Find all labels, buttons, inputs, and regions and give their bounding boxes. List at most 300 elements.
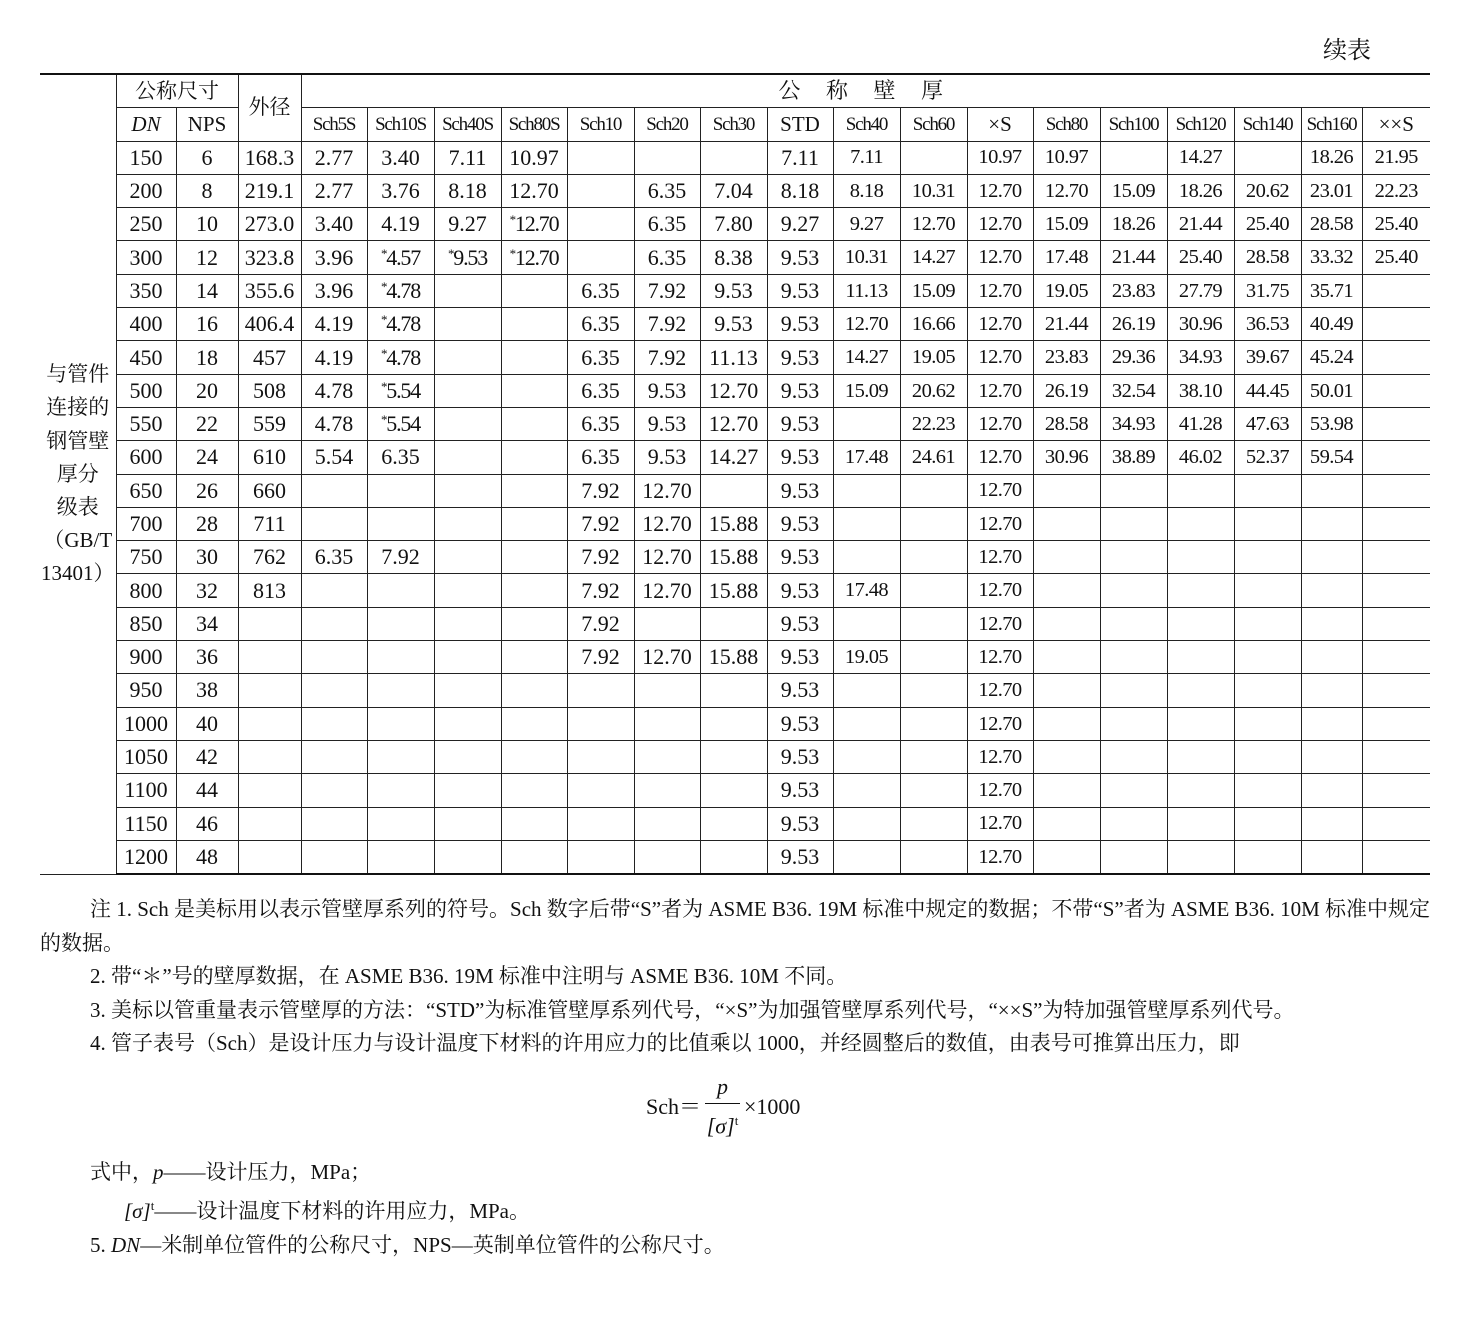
wall-thickness-cell bbox=[501, 274, 567, 307]
wall-thickness-cell bbox=[1362, 441, 1430, 474]
table-row bbox=[40, 541, 1430, 574]
wall-thickness-cell bbox=[301, 674, 367, 707]
wall-thickness-cell: 3.96 bbox=[301, 274, 367, 307]
wall-thickness-cell: 28.58 bbox=[1033, 407, 1100, 440]
wall-thickness-cell: 59.54 bbox=[1301, 441, 1362, 474]
wall-thickness-cell: 9.53 bbox=[767, 674, 833, 707]
dn-header: DN bbox=[116, 108, 176, 141]
wall-thickness-cell: 12.70 bbox=[634, 507, 700, 540]
wall-thickness-cell: *5.54 bbox=[367, 374, 434, 407]
wall-thickness-cell bbox=[434, 674, 501, 707]
nps-cell: 12 bbox=[176, 241, 238, 274]
wall-thickness-cell: 9.53 bbox=[767, 507, 833, 540]
wall-thickness-cell: 30.96 bbox=[1033, 441, 1100, 474]
wall-thickness-cell bbox=[634, 774, 700, 807]
wall-thickness-cell: 9.53 bbox=[700, 308, 767, 341]
wall-thickness-cell: 3.40 bbox=[301, 208, 367, 241]
wall-thickness-cell bbox=[1362, 341, 1430, 374]
wall-thickness-cell: 40.49 bbox=[1301, 308, 1362, 341]
wall-thickness-cell: 32.54 bbox=[1100, 374, 1167, 407]
wall-thickness-cell: 12.70 bbox=[967, 607, 1033, 640]
wall-thickness-cell bbox=[833, 740, 900, 773]
wall-thickness-cell bbox=[900, 840, 967, 874]
wall-thickness-cell bbox=[367, 641, 434, 674]
nps-cell: 24 bbox=[176, 441, 238, 474]
wall-thickness-cell: 12.70 bbox=[967, 374, 1033, 407]
wall-thickness-cell: 39.67 bbox=[1234, 341, 1301, 374]
wall-thickness-cell bbox=[634, 707, 700, 740]
nps-cell: 44 bbox=[176, 774, 238, 807]
wall-thickness-cell: 12.70 bbox=[967, 208, 1033, 241]
wall-thickness-cell: 15.09 bbox=[900, 274, 967, 307]
schedule-header: Sch80 bbox=[1033, 108, 1100, 141]
wall-thickness-cell bbox=[1167, 474, 1234, 507]
wall-thickness-cell: 12.70 bbox=[967, 241, 1033, 274]
wall-thickness-cell: 9.53 bbox=[767, 740, 833, 773]
od-cell bbox=[238, 774, 301, 807]
nps-cell: 40 bbox=[176, 707, 238, 740]
dn-cell: 950 bbox=[116, 674, 176, 707]
od-cell: 711 bbox=[238, 507, 301, 540]
wall-thickness-cell bbox=[301, 574, 367, 607]
wall-thickness-cell: 27.79 bbox=[1167, 274, 1234, 307]
wall-thickness-cell bbox=[1234, 641, 1301, 674]
wall-thickness-cell bbox=[1167, 807, 1234, 840]
wall-thickness-cell: 15.88 bbox=[700, 507, 767, 540]
row-header-line: 级表 bbox=[56, 494, 99, 519]
wall-thickness-cell: 12.70 bbox=[967, 807, 1033, 840]
formula-lhs: Sch＝ bbox=[646, 1093, 702, 1119]
wall-thickness-cell: 6.35 bbox=[634, 241, 700, 274]
wall-thickness-cell: 25.40 bbox=[1167, 241, 1234, 274]
od-cell: 813 bbox=[238, 574, 301, 607]
wall-thickness-cell bbox=[833, 807, 900, 840]
wall-thickness-cell: 12.70 bbox=[634, 574, 700, 607]
wall-thickness-cell: 12.70 bbox=[700, 407, 767, 440]
wall-thickness-cell bbox=[1234, 774, 1301, 807]
wall-thickness-cell bbox=[1167, 607, 1234, 640]
nps-cell: 28 bbox=[176, 507, 238, 540]
wall-thickness-cell bbox=[434, 641, 501, 674]
wall-thickness-cell bbox=[1362, 541, 1430, 574]
wall-thickness-cell bbox=[1234, 607, 1301, 640]
wall-thickness-cell: 23.83 bbox=[1100, 274, 1167, 307]
wall-thickness-cell: 34.93 bbox=[1167, 341, 1234, 374]
wall-thickness-cell: 11.13 bbox=[833, 274, 900, 307]
wall-thickness-cell bbox=[434, 607, 501, 640]
wall-thickness-cell: 38.10 bbox=[1167, 374, 1234, 407]
wall-thickness-cell: 3.96 bbox=[301, 241, 367, 274]
where-sigma: $[\sigma]^t——$设计温度下材料的许用应力，MPa。 bbox=[124, 1198, 530, 1223]
wall-thickness-cell bbox=[1100, 707, 1167, 740]
wall-thickness-cell bbox=[1362, 674, 1430, 707]
wall-thickness-cell bbox=[434, 374, 501, 407]
wall-thickness-cell: *4.57 bbox=[367, 241, 434, 274]
nps-cell: 22 bbox=[176, 407, 238, 440]
wall-thickness-cell: 2.77 bbox=[301, 141, 367, 174]
dn-cell: 550 bbox=[116, 407, 176, 440]
wall-thickness-cell bbox=[1301, 574, 1362, 607]
wall-thickness-cell: 15.88 bbox=[700, 641, 767, 674]
wall-thickness-cell bbox=[1301, 607, 1362, 640]
wall-thickness-cell bbox=[833, 774, 900, 807]
wall-thickness-cell bbox=[301, 507, 367, 540]
wall-thickness-cell bbox=[1234, 541, 1301, 574]
nps-cell: 32 bbox=[176, 574, 238, 607]
wall-thickness-cell bbox=[1362, 574, 1430, 607]
dn-cell: 700 bbox=[116, 507, 176, 540]
wall-thickness-cell bbox=[1100, 840, 1167, 874]
wall-thickness-cell bbox=[900, 607, 967, 640]
wall-thickness-cell bbox=[1301, 474, 1362, 507]
wall-thickness-cell: 12.70 bbox=[967, 541, 1033, 574]
wall-thickness-cell bbox=[900, 141, 967, 174]
wall-thickness-cell: 17.48 bbox=[1033, 241, 1100, 274]
wall-thickness-cell bbox=[634, 607, 700, 640]
wall-thickness-cell: 12.70 bbox=[833, 308, 900, 341]
wall-thickness-cell bbox=[1100, 740, 1167, 773]
schedule-header: Sch5S bbox=[301, 108, 367, 141]
wall-thickness-cell: 9.53 bbox=[767, 840, 833, 874]
wall-thickness-cell: 9.53 bbox=[767, 641, 833, 674]
wall-thickness-cell: 15.09 bbox=[1033, 208, 1100, 241]
nps-cell: 20 bbox=[176, 374, 238, 407]
od-cell bbox=[238, 607, 301, 640]
wall-thickness-cell bbox=[1301, 740, 1362, 773]
wall-thickness-cell: 35.71 bbox=[1301, 274, 1362, 307]
nps-cell: 10 bbox=[176, 208, 238, 241]
dn-cell: 1050 bbox=[116, 740, 176, 773]
wall-thickness-cell: 53.98 bbox=[1301, 407, 1362, 440]
wall-thickness-cell: 4.19 bbox=[367, 208, 434, 241]
wall-thickness-cell: 16.66 bbox=[900, 308, 967, 341]
wall-thickness-cell bbox=[434, 441, 501, 474]
wall-thickness-cell bbox=[700, 474, 767, 507]
wall-thickness-cell: 12.70 bbox=[967, 274, 1033, 307]
wall-thickness-cell bbox=[900, 807, 967, 840]
wall-thickness-cell bbox=[434, 774, 501, 807]
wall-thickness-cell: 9.53 bbox=[767, 574, 833, 607]
wall-thickness-cell bbox=[900, 641, 967, 674]
sch-formula bbox=[40, 1061, 1430, 1156]
wall-thickness-cell bbox=[1033, 507, 1100, 540]
wall-thickness-cell: *4.78 bbox=[367, 341, 434, 374]
schedule-header: Sch160 bbox=[1301, 108, 1362, 141]
wall-thickness-cell bbox=[567, 208, 634, 241]
dn-cell: 500 bbox=[116, 374, 176, 407]
wall-thickness-cell: 7.92 bbox=[567, 474, 634, 507]
wall-thickness-cell bbox=[1033, 574, 1100, 607]
wall-thickness-cell: 15.88 bbox=[700, 574, 767, 607]
od-cell: 273.0 bbox=[238, 208, 301, 241]
wall-thickness-cell: 41.28 bbox=[1167, 407, 1234, 440]
wall-thickness-cell: 7.04 bbox=[700, 174, 767, 207]
wall-thickness-cell: 9.53 bbox=[767, 241, 833, 274]
wall-thickness-cell: 22.23 bbox=[900, 407, 967, 440]
wall-thickness-cell bbox=[1100, 474, 1167, 507]
wall-thickness-cell: *12.70 bbox=[501, 241, 567, 274]
wall-thickness-cell: 12.70 bbox=[967, 474, 1033, 507]
wall-thickness-cell: 3.40 bbox=[367, 141, 434, 174]
wall-thickness-cell: 9.53 bbox=[767, 807, 833, 840]
wall-thickness-cell: 12.70 bbox=[967, 174, 1033, 207]
wall-thickness-cell: 7.92 bbox=[634, 308, 700, 341]
od-cell: 323.8 bbox=[238, 241, 301, 274]
wall-thickness-cell bbox=[434, 807, 501, 840]
wall-thickness-cell bbox=[833, 840, 900, 874]
wall-thickness-cell bbox=[434, 840, 501, 874]
wall-thickness-cell bbox=[1301, 541, 1362, 574]
wall-thickness-cell: 9.27 bbox=[767, 208, 833, 241]
schedule-header: Sch80S bbox=[501, 108, 567, 141]
dn-cell: 850 bbox=[116, 607, 176, 640]
wall-thickness-cell bbox=[567, 174, 634, 207]
wall-thickness-cell bbox=[434, 274, 501, 307]
wall-thickness-cell bbox=[301, 607, 367, 640]
table-row bbox=[40, 407, 1430, 440]
od-cell: 508 bbox=[238, 374, 301, 407]
row-header-line: 13401） bbox=[41, 561, 115, 586]
wall-thickness-cell: 9.53 bbox=[767, 441, 833, 474]
wall-thickness-cell: 12.70 bbox=[967, 441, 1033, 474]
wall-thickness-cell: 7.80 bbox=[700, 208, 767, 241]
wall-thickness-cell bbox=[1167, 641, 1234, 674]
od-cell: 762 bbox=[238, 541, 301, 574]
wall-thickness-cell bbox=[367, 774, 434, 807]
wall-thickness-cell bbox=[1033, 641, 1100, 674]
wall-thickness-cell: 7.92 bbox=[367, 541, 434, 574]
wall-thickness-cell bbox=[900, 740, 967, 773]
wall-thickness-cell bbox=[833, 607, 900, 640]
schedule-header: Sch100 bbox=[1100, 108, 1167, 141]
wall-thickness-cell bbox=[367, 574, 434, 607]
dn-cell: 400 bbox=[116, 308, 176, 341]
nps-cell: 18 bbox=[176, 341, 238, 374]
wall-thickness-cell bbox=[900, 674, 967, 707]
wall-thickness-cell: 29.36 bbox=[1100, 341, 1167, 374]
outer-diameter-header: 外径 bbox=[238, 74, 301, 141]
wall-thickness-cell: 18.26 bbox=[1301, 141, 1362, 174]
wall-thickness-cell: 19.05 bbox=[833, 641, 900, 674]
wall-thickness-cell bbox=[1234, 507, 1301, 540]
wall-thickness-cell bbox=[1100, 607, 1167, 640]
wall-thickness-cell: 7.92 bbox=[567, 641, 634, 674]
wall-thickness-cell bbox=[501, 774, 567, 807]
wall-thickness-cell: 9.53 bbox=[634, 441, 700, 474]
nps-cell: 42 bbox=[176, 740, 238, 773]
table-row bbox=[40, 840, 1430, 874]
wall-thickness-cell bbox=[634, 740, 700, 773]
wall-thickness-cell bbox=[301, 641, 367, 674]
wall-thickness-cell bbox=[833, 707, 900, 740]
wall-thickness-cell: 33.32 bbox=[1301, 241, 1362, 274]
wall-thickness-cell bbox=[1033, 541, 1100, 574]
wall-thickness-cell: 50.01 bbox=[1301, 374, 1362, 407]
wall-thickness-cell bbox=[1362, 507, 1430, 540]
wall-thickness-cell: 26.19 bbox=[1100, 308, 1167, 341]
wall-thickness-cell: 44.45 bbox=[1234, 374, 1301, 407]
wall-thickness-cell: 10.97 bbox=[501, 141, 567, 174]
wall-thickness-cell bbox=[501, 407, 567, 440]
wall-thickness-cell: 9.27 bbox=[434, 208, 501, 241]
wall-thickness-cell: 7.92 bbox=[634, 274, 700, 307]
wall-thickness-cell bbox=[833, 507, 900, 540]
wall-thickness-cell: 12.70 bbox=[501, 174, 567, 207]
wall-thickness-cell bbox=[501, 707, 567, 740]
row-header-line: 连接的 bbox=[46, 395, 110, 420]
table-row bbox=[40, 141, 1430, 174]
wall-thickness-cell bbox=[700, 674, 767, 707]
wall-thickness-cell: 21.44 bbox=[1100, 241, 1167, 274]
wall-thickness-cell bbox=[700, 607, 767, 640]
wall-thickness-cell bbox=[833, 474, 900, 507]
wall-thickness-cell: 12.70 bbox=[634, 541, 700, 574]
note-4: 4. 管子表号（Sch）是设计压力与设计温度下材料的许用应力的比值乘以 1000，并经圆整后的数值，由表号可推算出压力，即 bbox=[90, 1031, 1240, 1055]
wall-thickness-cell bbox=[301, 707, 367, 740]
wall-thickness-cell: 24.61 bbox=[900, 441, 967, 474]
wall-thickness-cell: *4.78 bbox=[367, 274, 434, 307]
wall-thickness-cell: 9.53 bbox=[767, 407, 833, 440]
table-row bbox=[40, 241, 1430, 274]
wall-thickness-cell bbox=[833, 541, 900, 574]
wall-thickness-cell bbox=[434, 308, 501, 341]
wall-thickness-cell: 25.40 bbox=[1362, 208, 1430, 241]
wall-thickness-cell: 17.48 bbox=[833, 441, 900, 474]
od-cell bbox=[238, 674, 301, 707]
schedule-header: Sch10S bbox=[367, 108, 434, 141]
wall-thickness-cell: 18.26 bbox=[1100, 208, 1167, 241]
wall-thickness-cell: 9.53 bbox=[767, 274, 833, 307]
wall-thickness-cell bbox=[434, 407, 501, 440]
wall-thickness-cell bbox=[501, 607, 567, 640]
where-p: 式中，p——设计压力，MPa； bbox=[90, 1159, 372, 1184]
wall-thickness-cell: 12.70 bbox=[967, 641, 1033, 674]
wall-thickness-cell: 7.11 bbox=[833, 141, 900, 174]
wall-thickness-cell: 28.58 bbox=[1234, 241, 1301, 274]
wall-thickness-cell: 9.53 bbox=[767, 541, 833, 574]
wall-thickness-cell bbox=[700, 707, 767, 740]
row-header-line: 与管件 bbox=[46, 362, 110, 387]
wall-thickness-cell: 38.89 bbox=[1100, 441, 1167, 474]
wall-thickness-cell bbox=[1100, 141, 1167, 174]
nps-cell: 48 bbox=[176, 840, 238, 874]
wall-thickness-cell bbox=[501, 807, 567, 840]
dn-cell: 450 bbox=[116, 341, 176, 374]
wall-thickness-cell bbox=[434, 507, 501, 540]
wall-thickness-cell: 21.44 bbox=[1167, 208, 1234, 241]
wall-thickness-cell: 9.53 bbox=[634, 407, 700, 440]
od-cell bbox=[238, 641, 301, 674]
wall-thickness-cell: 12.70 bbox=[967, 308, 1033, 341]
wall-thickness-cell: 4.19 bbox=[301, 308, 367, 341]
od-cell: 610 bbox=[238, 441, 301, 474]
wall-thickness-cell: 7.11 bbox=[434, 141, 501, 174]
wall-thickness-cell bbox=[1362, 807, 1430, 840]
wall-thickness-cell: 21.95 bbox=[1362, 141, 1430, 174]
schedule-header: STD bbox=[767, 108, 833, 141]
wall-thickness-cell: 9.53 bbox=[767, 774, 833, 807]
wall-thickness-cell: 20.62 bbox=[900, 374, 967, 407]
nps-cell: 30 bbox=[176, 541, 238, 574]
od-cell: 457 bbox=[238, 341, 301, 374]
wall-thickness-cell bbox=[1234, 740, 1301, 773]
wall-thickness-cell bbox=[567, 740, 634, 773]
wall-thickness-cell bbox=[434, 574, 501, 607]
wall-thickness-cell: 12.70 bbox=[967, 574, 1033, 607]
dn-cell: 600 bbox=[116, 441, 176, 474]
dn-cell: 800 bbox=[116, 574, 176, 607]
wall-thickness-cell bbox=[1234, 807, 1301, 840]
notes bbox=[40, 893, 1430, 1262]
table-row bbox=[40, 807, 1430, 840]
od-cell bbox=[238, 707, 301, 740]
od-cell: 355.6 bbox=[238, 274, 301, 307]
wall-thickness-cell: 34.93 bbox=[1100, 407, 1167, 440]
wall-thickness-cell: 10.31 bbox=[833, 241, 900, 274]
wall-thickness-cell: 30.96 bbox=[1167, 308, 1234, 341]
dn-cell: 750 bbox=[116, 541, 176, 574]
schedule-header: ×S bbox=[967, 108, 1033, 141]
wall-thickness-cell: 12.70 bbox=[967, 674, 1033, 707]
wall-thickness-cell: 6.35 bbox=[567, 374, 634, 407]
wall-thickness-cell: 9.53 bbox=[700, 274, 767, 307]
wall-thickness-cell: 14.27 bbox=[833, 341, 900, 374]
wall-thickness-cell bbox=[1167, 707, 1234, 740]
formula-denominator: $[\sigma]^t$ bbox=[706, 1112, 739, 1138]
formula-fraction bbox=[705, 1071, 740, 1143]
table-row bbox=[40, 707, 1430, 740]
wall-thickness-cell bbox=[367, 807, 434, 840]
schedule-header: ××S bbox=[1362, 108, 1430, 141]
table-row bbox=[40, 774, 1430, 807]
schedule-header: Sch30 bbox=[700, 108, 767, 141]
wall-thickness-cell bbox=[1100, 574, 1167, 607]
schedule-header: Sch120 bbox=[1167, 108, 1234, 141]
wall-thickness-cell: 26.19 bbox=[1033, 374, 1100, 407]
wall-thickness-cell bbox=[367, 607, 434, 640]
wall-thickness-cell: 9.53 bbox=[767, 374, 833, 407]
dn-cell: 1000 bbox=[116, 707, 176, 740]
note-5: 5. DN—米制单位管件的公称尺寸，NPS—英制单位管件的公称尺寸。 bbox=[90, 1232, 725, 1257]
wall-thickness-cell bbox=[1033, 607, 1100, 640]
wall-thickness-cell bbox=[501, 740, 567, 773]
wall-thickness-cell bbox=[1033, 807, 1100, 840]
dn-cell: 1200 bbox=[116, 840, 176, 874]
wall-thickness-cell bbox=[900, 707, 967, 740]
wall-thickness-cell bbox=[301, 474, 367, 507]
formula-rhs: ×1000 bbox=[744, 1093, 801, 1119]
dn-cell: 1100 bbox=[116, 774, 176, 807]
wall-thickness-cell bbox=[301, 840, 367, 874]
wall-thickness-cell: 5.54 bbox=[301, 441, 367, 474]
pipe-wall-thickness-table bbox=[40, 73, 1430, 875]
wall-thickness-cell: 6.35 bbox=[367, 441, 434, 474]
wall-thickness-cell bbox=[833, 407, 900, 440]
wall-thickness-cell bbox=[1301, 507, 1362, 540]
wall-thickness-cell: 12.70 bbox=[967, 840, 1033, 874]
wall-thickness-cell bbox=[434, 707, 501, 740]
wall-thickness-cell bbox=[1033, 840, 1100, 874]
dn-cell: 300 bbox=[116, 241, 176, 274]
wall-thickness-cell bbox=[501, 474, 567, 507]
wall-thickness-cell: 9.53 bbox=[634, 374, 700, 407]
wall-thickness-cell bbox=[1033, 474, 1100, 507]
table-row bbox=[40, 341, 1430, 374]
wall-thickness-cell bbox=[1301, 774, 1362, 807]
wall-thickness-cell: 19.05 bbox=[900, 341, 967, 374]
wall-thickness-cell: 9.53 bbox=[767, 474, 833, 507]
wall-thickness-cell bbox=[700, 807, 767, 840]
